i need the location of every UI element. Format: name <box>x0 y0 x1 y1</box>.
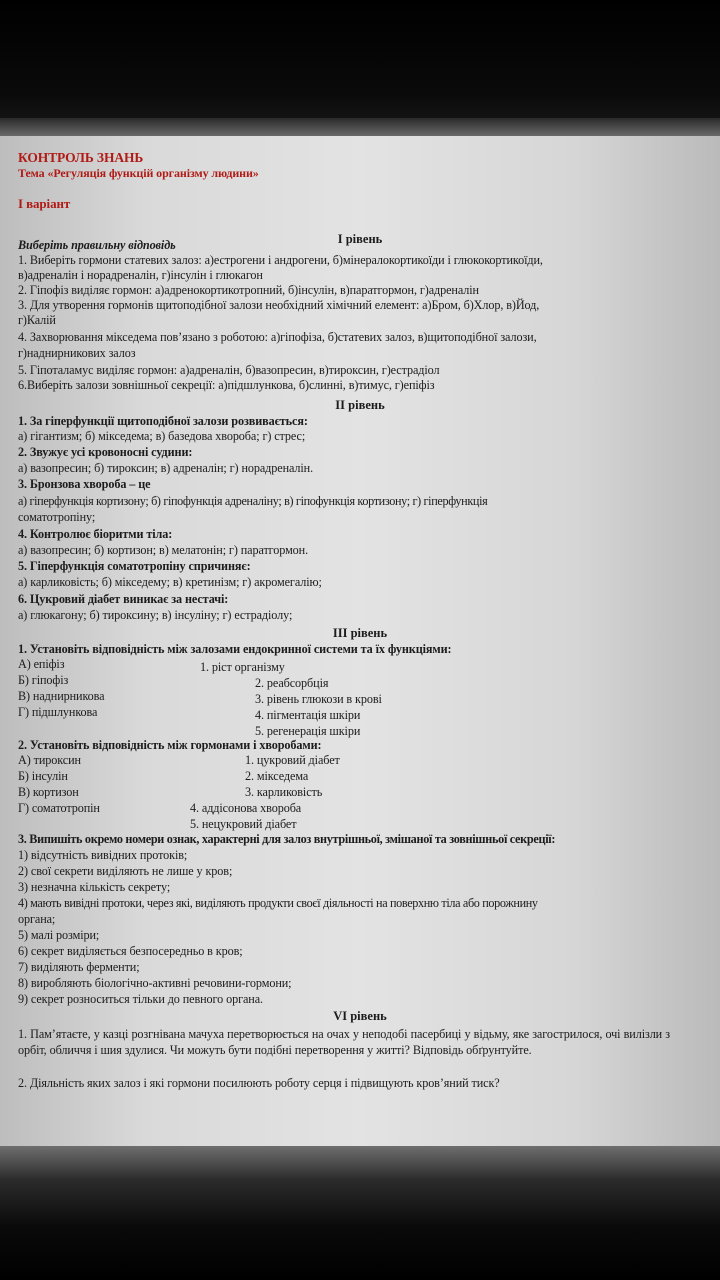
level2-heading: ІІ рівень <box>335 398 385 412</box>
l3-q2: 2. Установіть відповідність між гормонами і хворобами: <box>18 738 322 752</box>
match2-right-1: 1. цукровий діабет <box>245 753 340 767</box>
feature-item: 8) виробляють біологічно-активні речовини-гормони; <box>18 976 292 990</box>
level1-instruction: Виберіть правильну відповідь <box>18 238 176 252</box>
feature-item: 5) малі розміри; <box>18 928 100 942</box>
level1-heading: І рівень <box>337 232 383 246</box>
level4-heading: VI рівень <box>333 1009 387 1023</box>
l2-q3: 3. Бронзова хвороба – це <box>18 477 151 491</box>
l1-q5: 5. Гіпоталамус виділяє гормон: а)адреналін, б)вазопресин, в)тироксин, г)естрадіол <box>18 363 440 377</box>
doc-title: КОНТРОЛЬ ЗНАНЬ <box>18 150 144 165</box>
l2-q1-options: а) гігантизм; б) мікседема; в) базедова хвороба; г) стрес; <box>18 429 306 443</box>
variant-label: І варіант <box>18 196 71 211</box>
document-page <box>0 136 720 1146</box>
l2-q3-options: а) гіперфункція кортизону; б) гіпофункція адреналіну; в) гіпофункція кортизону; г) гіперфункція <box>18 494 488 508</box>
match1-left-b: Б) гіпофіз <box>18 673 69 687</box>
l2-q4-options: а) вазопресин; б) кортизон; в) мелатонін; г) паратгормон. <box>18 543 309 557</box>
l2-q6: 6. Цукровий діабет виникає за нестачі: <box>18 592 229 606</box>
match2-right-4: 4. аддісонова хвороба <box>190 801 302 815</box>
match1-right-2: 2. реабсорбція <box>255 676 329 690</box>
l1-q1b: в)адреналін і норадреналін, г)інсулін і глюкагон <box>18 268 263 282</box>
match2-left-d: Г) соматотропін <box>18 801 100 815</box>
photo-dark-top <box>0 0 720 135</box>
l2-q3-options-cont: соматотропіну; <box>18 510 96 524</box>
match1-right-3: 3. рівень глюкози в крові <box>255 692 382 706</box>
match2-left-b: Б) інсулін <box>18 769 68 783</box>
l2-q1: 1. За гіперфункції щитоподібної залози розвивається: <box>18 414 308 428</box>
l3-q1: 1. Установіть відповідність між залозами ендокринної системи та їх функціями: <box>18 642 452 656</box>
feature-item: 7) виділяють ферменти; <box>18 960 140 974</box>
feature-item: 1) відсутність вивідних протоків; <box>18 848 188 862</box>
l2-q2: 2. Звужує усі кровоносні судини: <box>18 445 193 459</box>
feature-item: 9) секрет розноситься тільки до певного органа. <box>18 992 263 1006</box>
l2-q2-options: а) вазопресин; б) тироксин; в) адреналін; г) норадреналін. <box>18 461 314 475</box>
feature-item: 6) секрет виділяється безпосередньо в кров; <box>18 944 243 958</box>
l1-q3a: 3. Для утворення гормонів щитоподібної залози необхідний хімічний елемент: а)Бром, б)Хлор, в)Йод, <box>18 298 540 312</box>
feature-item: 2) свої секрети виділяють не лише у кров; <box>18 864 233 878</box>
l4-q2: 2. Діяльність яких залоз і які гормони посилюють роботу серця і підвищують кров’яний тиск? <box>18 1076 500 1090</box>
l4-q1: 1. Пам’ятаєте, у казці розгнівана мачуха перетворюється на очах у неподобі пасербиці у відьму, яке загострилося, очі вилізли з орбіт, обличчя і шия здулися. Чи можуть бути подібні перетворення у житті? Відповідь обґрунтуйте. <box>18 1027 670 1057</box>
match2-left-a: А) тироксин <box>18 753 81 767</box>
match1-left-d: Г) підшлункова <box>18 705 98 719</box>
feature-item: 4) мають вивідні протоки, через які, виділяють продукти своєї діяльності на поверхню тіла або порожнину <box>18 896 538 910</box>
l2-q4: 4. Контролює біоритми тіла: <box>18 527 173 541</box>
l2-q5: 5. Гіперфункція соматотропіну спричиняє: <box>18 559 251 573</box>
match1-right-4: 4. пігментація шкіри <box>255 708 361 722</box>
level3-heading: ІІІ рівень <box>332 626 388 640</box>
feature-item: 3) незначна кількість секрету; <box>18 880 171 894</box>
match1-left-c: В) наднирникова <box>18 689 105 703</box>
match1-right-1: 1. ріст організму <box>200 660 285 674</box>
match2-right-3: 3. карликовість <box>245 785 323 799</box>
match1-right-5: 5. регенерація шкіри <box>255 724 361 738</box>
match2-right-2: 2. мікседема <box>245 769 309 783</box>
l2-q5-options: а) карликовість; б) мікседему; в) кретинізм; г) акромегалію; <box>18 575 322 589</box>
photo-dark-bottom <box>0 1146 720 1280</box>
l1-q4a: 4. Захворювання мікседема пов’язано з роботою: а)гіпофіза, б)статевих залоз, в)щитоподібної залози, <box>18 330 537 344</box>
l1-q2: 2. Гіпофіз виділяє гормон: а)адренокортикотропний, б)інсулін, в)паратгормон, г)адреналін <box>18 283 479 297</box>
l1-q4b: г)наднирникових залоз <box>18 346 136 360</box>
l1-q1a: 1. Виберіть гормони статевих залоз: а)естрогени і андрогени, б)мінералокортикоїди і глюкокортикоїди, <box>18 253 543 267</box>
l3-q3: 3. Випишіть окремо номери ознак, характерні для залоз внутрішньої, змішаної та зовнішньої секреції: <box>18 832 556 846</box>
l1-q6: 6.Виберіть залози зовнішньої секреції: а)підшлункова, б)слинні, в)тимус, г)епіфіз <box>18 378 435 392</box>
match1-left-a: А) епіфіз <box>18 657 65 671</box>
l2-q6-options: а) глюкагону; б) тироксину; в) інсуліну; г) естрадіолу; <box>18 608 293 622</box>
doc-subtitle: Тема «Регуляція функцій організму людини» <box>18 166 259 180</box>
l1-q3b: г)Калій <box>18 313 56 327</box>
feature-item: органа; <box>18 912 56 926</box>
match2-left-c: В) кортизон <box>18 785 79 799</box>
match2-right-5: 5. нецукровий діабет <box>190 817 297 831</box>
